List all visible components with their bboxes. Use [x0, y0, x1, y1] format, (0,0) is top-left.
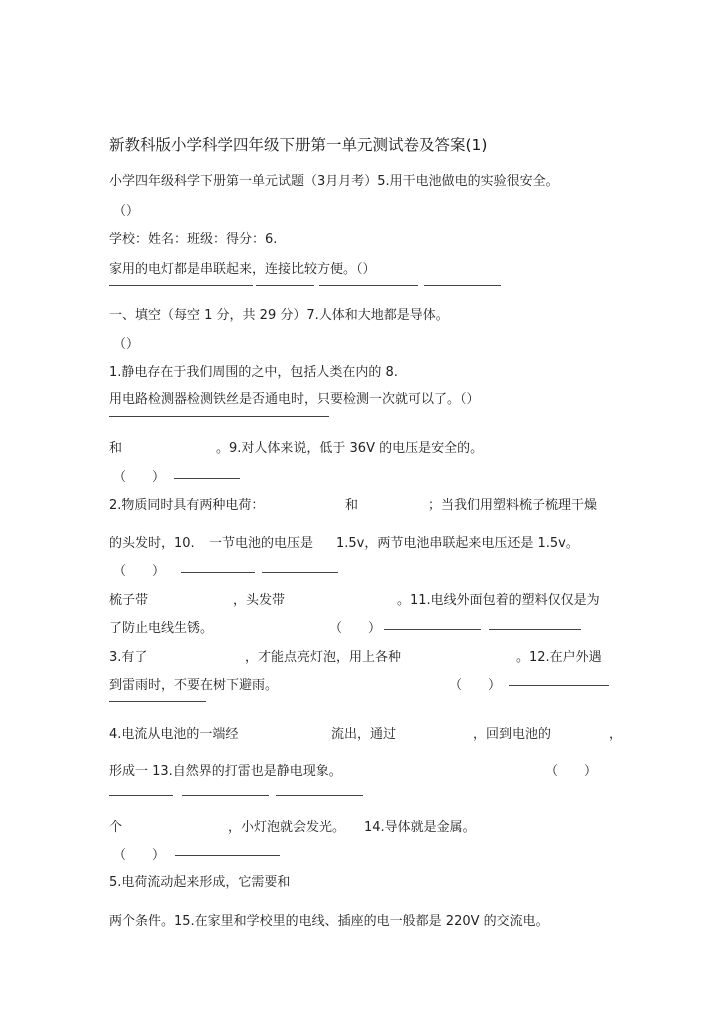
blank-line — [175, 855, 280, 856]
text-line: 1.5v，两节电池串联起来电压还是 1.5v。 — [336, 536, 579, 551]
text-line: （ ） — [113, 564, 166, 579]
text-line: ；当我们用塑料梳子梳理干燥 — [428, 498, 598, 513]
blank-line — [109, 285, 253, 286]
text-line: 和 — [345, 498, 359, 513]
text-line: 到雷雨时，不要在树下避雨。 — [109, 678, 279, 693]
text-line: 流出，通过 — [331, 727, 397, 742]
text-line: 家用的电灯都是串联起来，连接比较方便。（） — [109, 262, 376, 277]
text-line: （） — [113, 337, 140, 352]
blank-line — [182, 795, 269, 796]
text-line: 一、填空（每空 1 分，共 29 分）7.人体和大地都是导体。 — [109, 308, 449, 323]
text-line: 。11.电线外面包着的塑料仅仅是为 — [397, 593, 600, 608]
text-line: 4.电流从电池的一端经 — [109, 727, 239, 742]
blank-line — [262, 572, 338, 573]
text-line: ，小灯泡就会发光。 — [228, 820, 346, 835]
text-line: ，回到电池的 — [473, 727, 552, 742]
text-line: 小学四年级科学下册第一单元试题（3月月考）5.用干电池做电的实验很安全。 — [109, 174, 559, 189]
text-line: 。12.在户外遇 — [516, 650, 602, 665]
text-line: （ ） — [113, 848, 166, 863]
text-line: 。9.对人体来说，低于 36V 的电压是安全的。 — [216, 441, 484, 456]
blank-line — [109, 416, 329, 417]
text-line: （ ） — [545, 764, 598, 779]
text-line: 学校：姓名：班级：得分：6. — [109, 232, 278, 247]
text-line: 3.有了 — [109, 650, 148, 665]
page-title: 新教科版小学科学四年级下册第一单元测试卷及答案(1) — [109, 136, 488, 154]
blank-line — [384, 629, 481, 630]
blank-line — [276, 795, 363, 796]
text-line: 1.静电存在于我们周围的之中，包括人类在内的 8. — [109, 365, 398, 380]
text-line: 个 — [109, 820, 123, 835]
text-line: （） — [113, 204, 140, 219]
blank-line — [109, 701, 206, 702]
text-line: 了防止电线生锈。 — [109, 621, 214, 636]
blank-line — [489, 629, 581, 630]
text-line: 用电路检测器检测铁丝是否通电时，只要检测一次就可以了。（） — [109, 392, 480, 407]
text-line: ，才能点亮灯泡，用上各种 — [245, 650, 402, 665]
blank-line — [319, 285, 418, 286]
text-line: 的头发时，10. — [109, 536, 195, 551]
text-line: （ ） — [329, 621, 382, 636]
text-line: （ ） — [113, 470, 166, 485]
text-line: 14.导体就是金属。 — [364, 820, 476, 835]
text-line: 梳子带 — [109, 593, 149, 608]
blank-line — [181, 572, 255, 573]
blank-line — [424, 285, 501, 286]
text-line: （ ） — [449, 678, 502, 693]
text-line: 5.电荷流动起来形成，它需要和 — [109, 875, 291, 890]
blank-line — [174, 478, 240, 479]
text-line: 一节电池的电压是 — [209, 536, 314, 551]
blank-line — [509, 685, 609, 686]
blank-line — [109, 795, 173, 796]
text-line: 两个条件。15.在家里和学校里的电线、插座的电一般都是 220V 的交流电。 — [109, 914, 549, 929]
text-line: 2.物质同时具有两种电荷： — [109, 498, 265, 513]
text-line: ， — [609, 727, 623, 742]
text-line: 和 — [109, 441, 123, 456]
text-line: ，头发带 — [233, 593, 286, 608]
text-line: 形成一 13.自然界的打雷也是静电现象。 — [109, 764, 342, 779]
blank-line — [256, 285, 314, 286]
